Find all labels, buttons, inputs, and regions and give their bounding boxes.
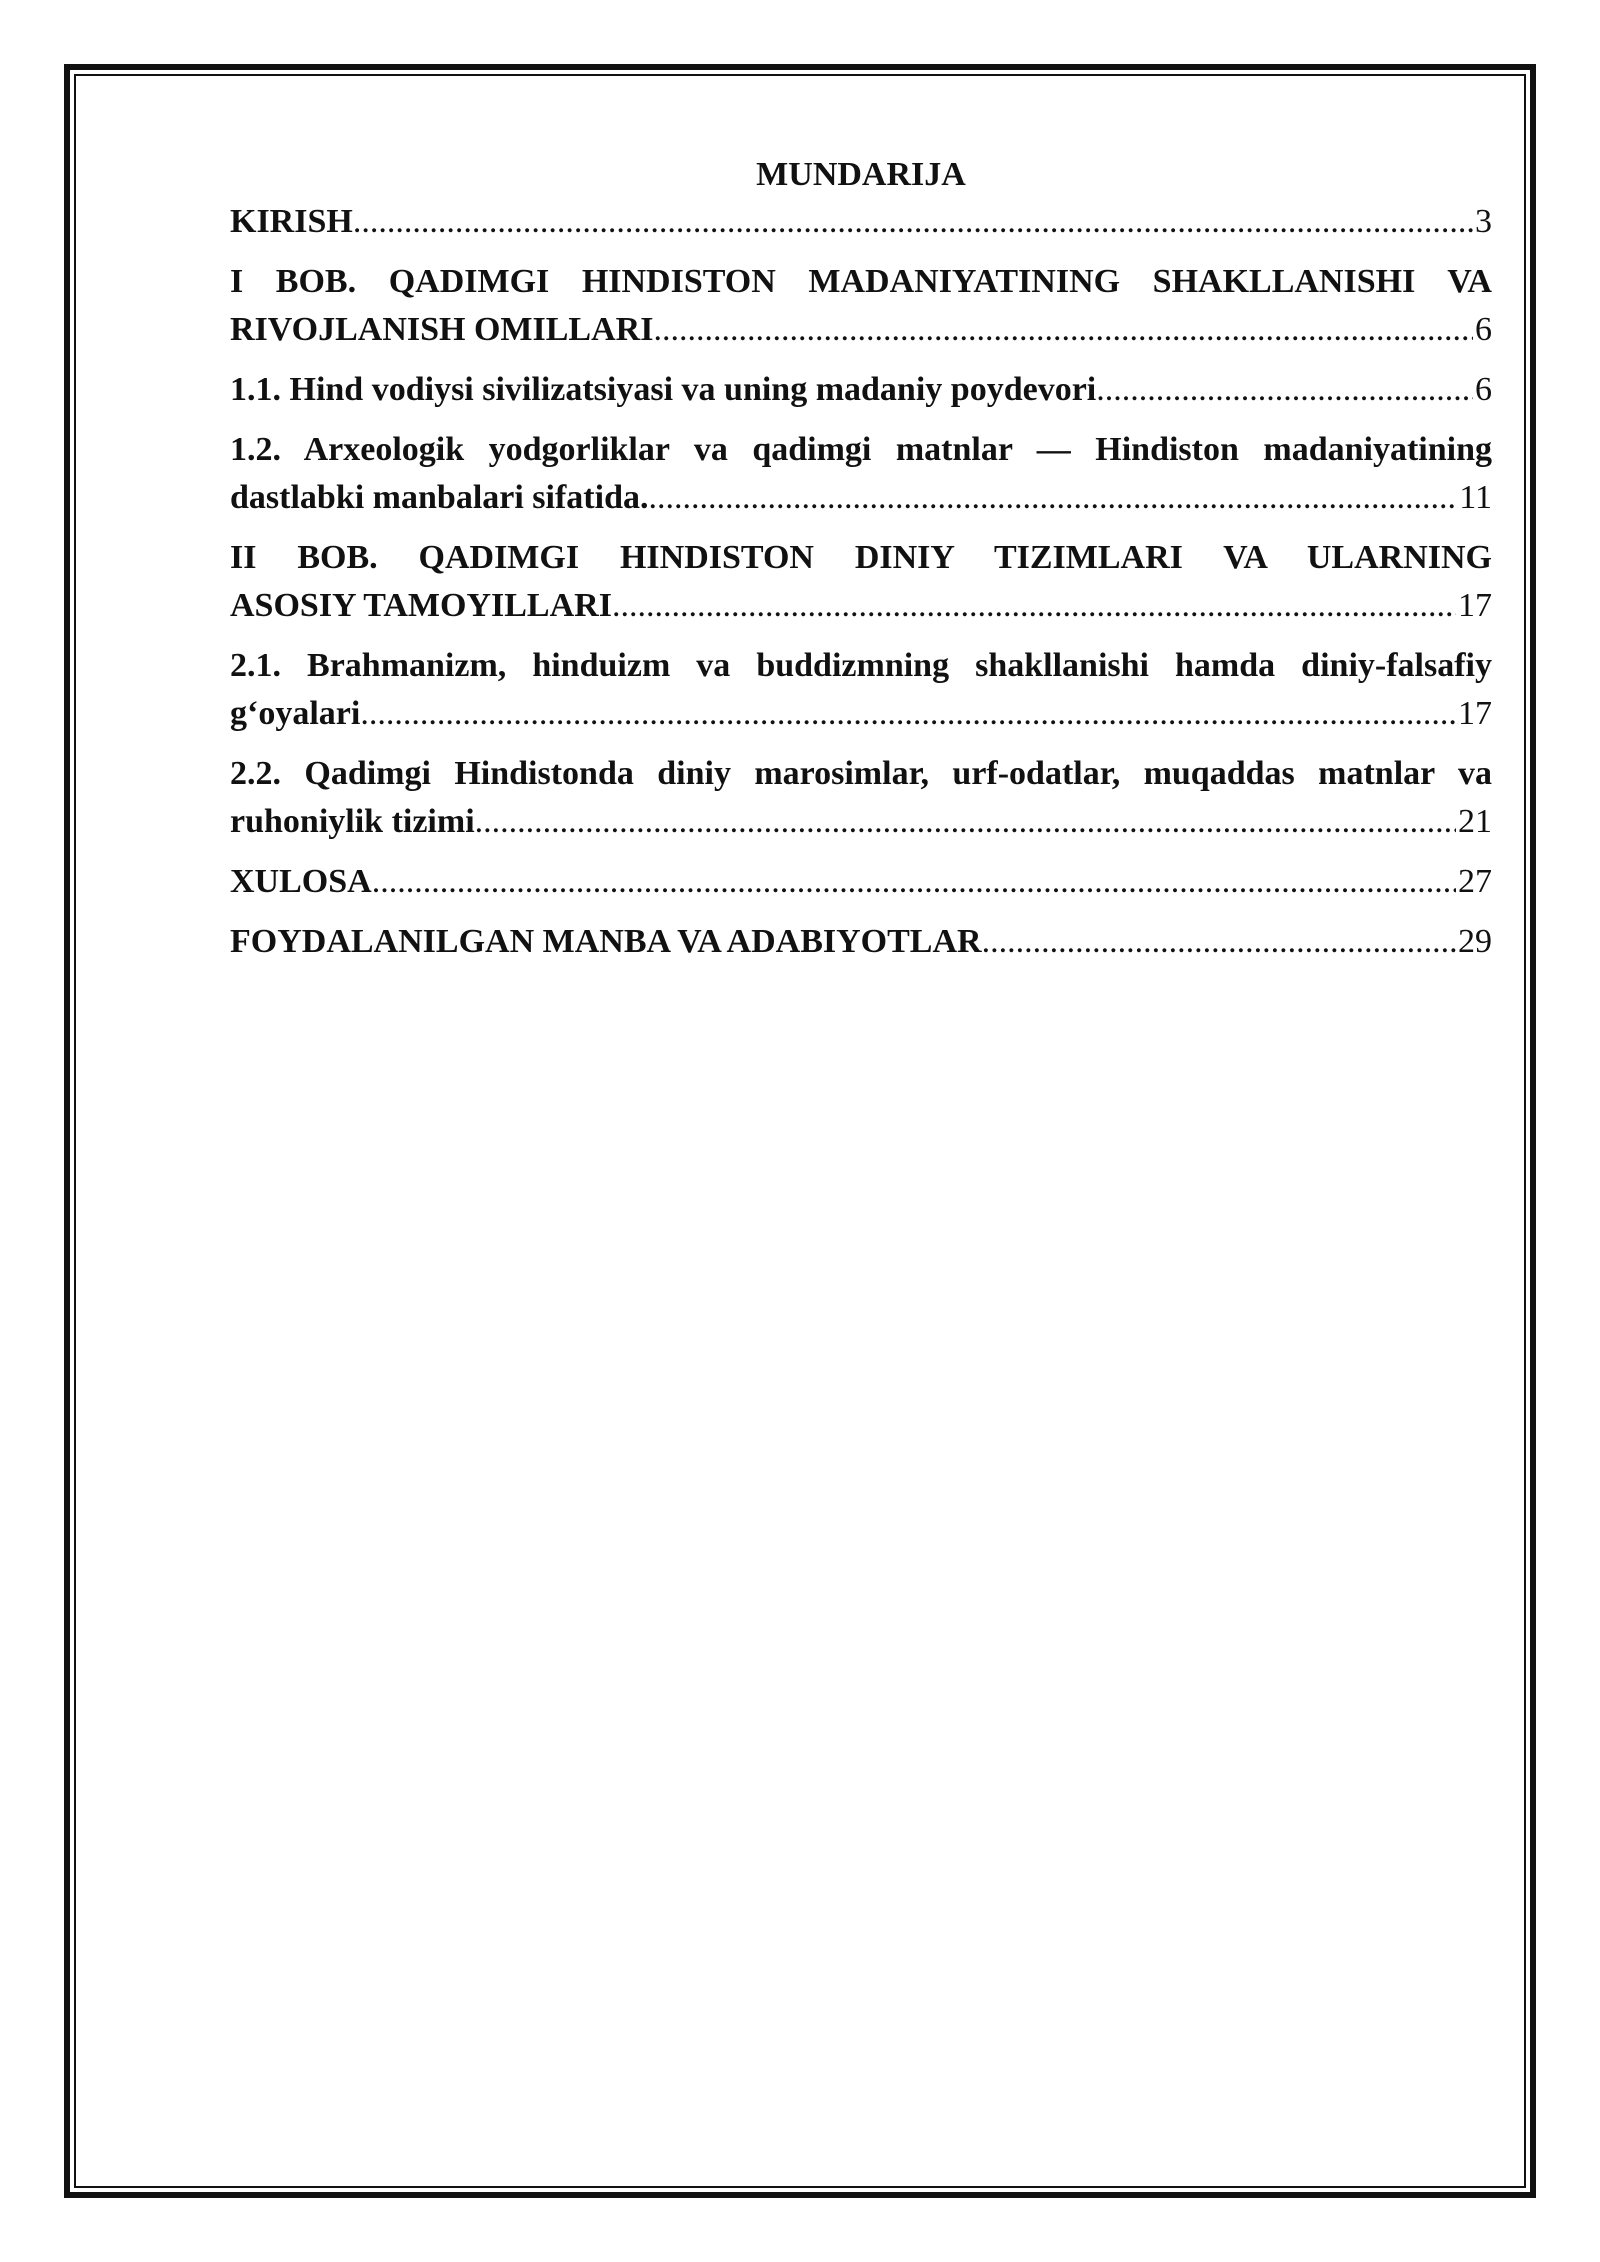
dot-leader bbox=[648, 474, 1457, 522]
toc-entry-title: dastlabki manbalari sifatida. bbox=[230, 479, 649, 516]
dot-leader bbox=[982, 918, 1456, 966]
toc-entry-title-line: 2.2. Qadimgi Hindistonda diniy marosimlar, urf-odatlar, muqaddas matnlar va bbox=[230, 755, 1492, 792]
toc-entry[interactable] bbox=[230, 426, 1492, 522]
toc-entry-title: KIRISH bbox=[230, 203, 353, 240]
toc-page-number: 6 bbox=[1475, 371, 1492, 408]
toc-entry-title: RIVOJLANISH OMILLARI bbox=[230, 311, 654, 348]
toc-entry-last-line bbox=[230, 198, 1492, 246]
toc-entry[interactable] bbox=[230, 858, 1492, 906]
toc-entry-last-line bbox=[230, 690, 1492, 738]
table-of-contents bbox=[230, 150, 1492, 978]
toc-page-number: 21 bbox=[1458, 803, 1492, 840]
dot-leader bbox=[360, 690, 1456, 738]
dot-leader bbox=[653, 306, 1473, 354]
toc-entry-title: 1.1. Hind vodiysi sivilizatsiyasi va uning madaniy poydevori bbox=[230, 371, 1097, 408]
dot-leader bbox=[372, 858, 1456, 906]
toc-entry-last-line bbox=[230, 306, 1492, 354]
toc-page-number: 6 bbox=[1475, 311, 1492, 348]
toc-page-number: 29 bbox=[1458, 923, 1492, 960]
toc-entry-title-line: I BOB. QADIMGI HINDISTON MADANIYATINING SHAKLLANISHI VA bbox=[230, 263, 1492, 300]
toc-entry-last-line bbox=[230, 798, 1492, 846]
toc-page-number: 27 bbox=[1458, 863, 1492, 900]
toc-list bbox=[230, 198, 1492, 966]
toc-entry-title: ASOSIY TAMOYILLARI bbox=[230, 587, 612, 624]
dot-leader bbox=[353, 198, 1473, 246]
dot-leader bbox=[612, 582, 1456, 630]
toc-entry[interactable] bbox=[230, 258, 1492, 354]
toc-entry[interactable] bbox=[230, 534, 1492, 630]
toc-entry-title: XULOSA bbox=[230, 863, 372, 900]
toc-entry[interactable] bbox=[230, 366, 1492, 414]
toc-entry-title: ruhoniylik tizimi bbox=[230, 803, 475, 840]
toc-title: MUNDARIJA bbox=[756, 156, 966, 193]
toc-entry[interactable] bbox=[230, 750, 1492, 846]
dot-leader bbox=[475, 798, 1456, 846]
toc-entry[interactable] bbox=[230, 198, 1492, 246]
toc-entry-last-line bbox=[230, 582, 1492, 630]
toc-page-number: 11 bbox=[1459, 479, 1492, 516]
toc-page-number: 3 bbox=[1475, 203, 1492, 240]
toc-page-number: 17 bbox=[1458, 695, 1492, 732]
toc-entry-title-line: II BOB. QADIMGI HINDISTON DINIY TIZIMLARI VA ULARNING bbox=[230, 539, 1492, 576]
toc-entry-last-line bbox=[230, 474, 1492, 522]
toc-page-number: 17 bbox=[1458, 587, 1492, 624]
toc-entry-title: FOYDALANILGAN MANBA VA ADABIYOTLAR bbox=[230, 923, 982, 960]
toc-entry-last-line bbox=[230, 366, 1492, 414]
toc-entry-title: g‘oyalari bbox=[230, 695, 361, 732]
dot-leader bbox=[1096, 366, 1473, 414]
toc-entry-last-line bbox=[230, 918, 1492, 966]
toc-entry-title-line: 2.1. Brahmanizm, hinduizm va buddizmning shakllanishi hamda diniy-falsafiy bbox=[230, 647, 1492, 684]
toc-entry-last-line bbox=[230, 858, 1492, 906]
toc-entry[interactable] bbox=[230, 642, 1492, 738]
toc-entry[interactable] bbox=[230, 918, 1492, 966]
toc-entry-title-line: 1.2. Arxeologik yodgorliklar va qadimgi matnlar — Hindiston madaniyatining bbox=[230, 431, 1492, 468]
